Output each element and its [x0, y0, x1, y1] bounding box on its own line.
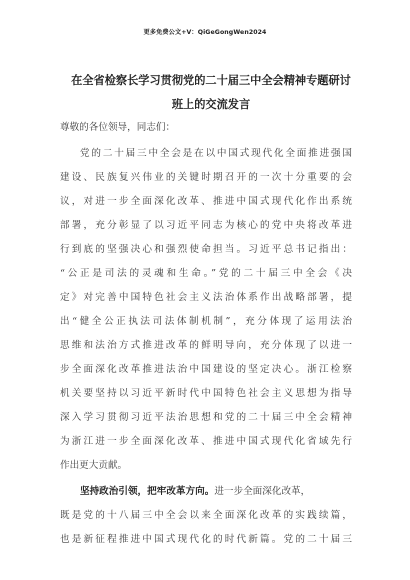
paragraph-1-line: 出“健全公正执法司法体制机制”，充分体现了运用法治 [60, 316, 352, 327]
salutation: 尊敬的各位领导，同志们： [60, 122, 176, 133]
paragraph-2-first-line [80, 486, 310, 498]
paragraph-1-line: 作出更大贡献。 [60, 460, 128, 471]
paragraph-2-first-rest: 进一步全面深化改革， [214, 486, 311, 497]
paragraph-1-line: 为浙江进一步全面深化改革、推进中国式现代化省域先行 [60, 436, 352, 447]
document-title-line-1: 在全省检察长学习贯彻党的二十届三中全会精神专题研讨 [71, 74, 351, 87]
paragraph-2-line: 既是党的十八届三中全会以来全面深化改革的实践续篇， [60, 510, 352, 521]
paragraph-1-line: 定》对完善中国特色社会主义法治体系作出战略部署，提 [60, 292, 352, 303]
paragraph-1-line: 行到底的坚强决心和强烈使命担当。习近平总书记指出： [60, 244, 352, 255]
paragraph-1-line: 议，对进一步全面深化改革、推进中国式现代化作出系统 [60, 196, 352, 207]
paragraph-1-line: 深入学习贯彻习近平法治思想和党的二十届三中全会精神 [60, 412, 352, 423]
paragraph-1-line: “公正是司法的灵魂和生命。”党的二十届三中全会《决 [60, 268, 352, 279]
paragraph-1-line: 党的二十届三中全会是在以中国式现代化全面推进强国 [80, 148, 352, 159]
paragraph-1-line: 思维和法治方式推进改革的鲜明导向，充分体现了以进一 [60, 340, 352, 351]
paragraph-1-line: 机关要坚持以习近平新时代中国特色社会主义思想为指导 [60, 388, 352, 399]
document-title-line-2: 班上的交流发言 [171, 98, 251, 111]
paragraph-1-line: 建设、民族复兴伟业的关键时期召开的一次十分重要的会 [60, 172, 352, 183]
paragraph-2-line: 也是新征程推进中国式现代化的时代新篇。党的二十届三 [60, 534, 352, 545]
paragraph-2-lead: 坚持政治引领，把牢改革方向。 [80, 486, 215, 497]
header-note: 更多免费公文+V：QiGeGongWen2024 [143, 29, 267, 36]
paragraph-1-line: 部署，充分彰显了以习近平同志为核心的党中央将改革进 [60, 220, 352, 231]
paragraph-1-line: 步全面深化改革推进法治中国建设的坚定决心。浙江检察 [60, 364, 352, 375]
